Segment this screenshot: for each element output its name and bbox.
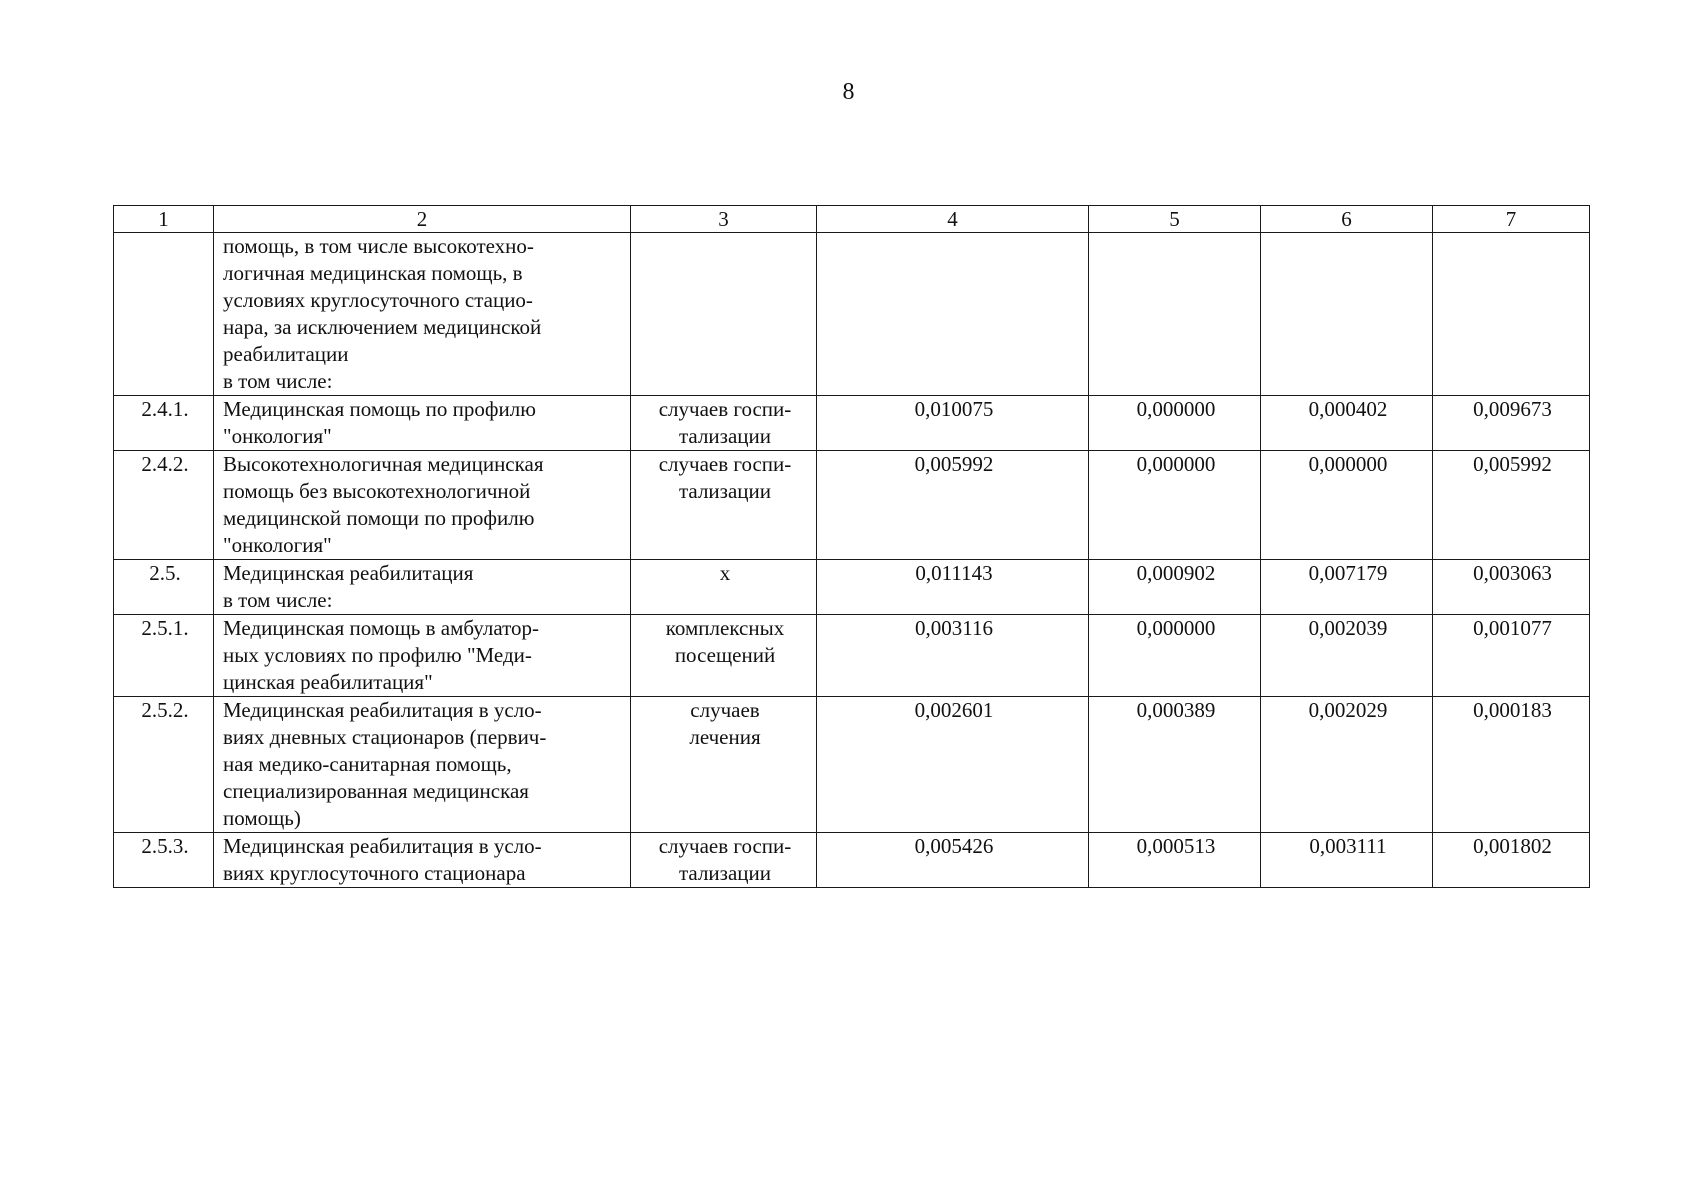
table-header — [114, 206, 1590, 233]
row-value-col-5: 0,000389 — [1089, 697, 1261, 833]
row-name-line: реабилитации — [223, 342, 349, 366]
row-name — [214, 233, 631, 396]
row-value-col-5 — [1089, 233, 1261, 396]
row-number: 2.5.1. — [114, 615, 214, 697]
row-value-col-4: 0,010075 — [817, 396, 1089, 451]
table-row — [114, 451, 1590, 560]
row-name-line: Высокотехнологичная медицинская — [223, 452, 544, 476]
row-value-col-4: 0,005992 — [817, 451, 1089, 560]
row-value-col-5: 0,000513 — [1089, 833, 1261, 888]
row-name-line: Медицинская реабилитация в усло- — [223, 834, 542, 858]
row-value-col-7: 0,003063 — [1433, 560, 1590, 615]
header-col-2: 2 — [214, 206, 631, 233]
row-name-line: условиях круглосуточного стацио- — [223, 288, 533, 312]
row-number: 2.5.3. — [114, 833, 214, 888]
row-value-col-7: 0,001077 — [1433, 615, 1590, 697]
row-unit-line: х — [719, 561, 731, 585]
row-name-line: цинская реабилитация" — [223, 670, 433, 694]
row-unit-line: лечения — [689, 725, 761, 749]
row-unit — [631, 615, 817, 697]
row-value-col-6: 0,000000 — [1261, 451, 1433, 560]
row-value-col-6: 0,000402 — [1261, 396, 1433, 451]
header-col-4: 4 — [817, 206, 1089, 233]
row-name-line: Медицинская помощь в амбулатор- — [223, 616, 540, 640]
row-name-line: помощь без высокотехнологичной — [223, 479, 531, 503]
row-value-col-4 — [817, 233, 1089, 396]
row-name-line: "онкология" — [223, 424, 332, 448]
row-name — [214, 451, 631, 560]
row-unit-line: случаев госпи- — [658, 834, 792, 858]
row-value-col-4: 0,005426 — [817, 833, 1089, 888]
row-name — [214, 615, 631, 697]
row-name-line: в том числе: — [223, 369, 333, 393]
row-unit-line: комплексных — [665, 616, 785, 640]
header-row — [114, 206, 1590, 233]
page-number: 8 — [842, 79, 855, 105]
row-value-col-4: 0,003116 — [817, 615, 1089, 697]
table-body — [114, 233, 1590, 888]
row-number: 2.4.2. — [114, 451, 214, 560]
row-value-col-4: 0,011143 — [817, 560, 1089, 615]
row-name-line: виях дневных стационаров (первич- — [223, 725, 547, 749]
row-value-col-6: 0,002039 — [1261, 615, 1433, 697]
row-name-line: ная медико-санитарная помощь, — [223, 752, 512, 776]
row-name-line: нара, за исключением медицинской — [223, 315, 542, 339]
row-name-line: логичная медицинская помощь, в — [223, 261, 523, 285]
row-number: 2.5.2. — [114, 697, 214, 833]
row-name-line: "онкология" — [223, 533, 332, 557]
row-name-line: медицинской помощи по профилю — [223, 506, 535, 530]
header-col-6: 6 — [1261, 206, 1433, 233]
row-unit — [631, 833, 817, 888]
row-name-line: в том числе: — [223, 588, 333, 612]
row-value-col-7: 0,001802 — [1433, 833, 1590, 888]
row-name-line: Медицинская реабилитация — [223, 561, 474, 585]
row-name-line: помощь) — [223, 806, 301, 830]
row-name — [214, 833, 631, 888]
table-row — [114, 396, 1590, 451]
header-col-7: 7 — [1433, 206, 1590, 233]
row-value-col-7: 0,000183 — [1433, 697, 1590, 833]
row-unit-line: случаев госпи- — [658, 452, 792, 476]
row-unit-line: случаев — [690, 698, 760, 722]
table-row — [114, 615, 1590, 697]
row-value-col-7: 0,005992 — [1433, 451, 1590, 560]
row-name-line: специализированная медицинская — [223, 779, 529, 803]
row-value-col-5: 0,000000 — [1089, 396, 1261, 451]
data-table — [113, 205, 1590, 888]
row-value-col-6 — [1261, 233, 1433, 396]
row-value-col-6: 0,003111 — [1261, 833, 1433, 888]
header-col-3: 3 — [631, 206, 817, 233]
row-unit — [631, 233, 817, 396]
row-name — [214, 560, 631, 615]
row-unit-line: тализации — [679, 861, 771, 885]
table-row — [114, 697, 1590, 833]
row-value-col-4: 0,002601 — [817, 697, 1089, 833]
row-unit — [631, 560, 817, 615]
row-unit — [631, 396, 817, 451]
row-unit-line: случаев госпи- — [658, 397, 792, 421]
row-value-col-5: 0,000902 — [1089, 560, 1261, 615]
row-number: 2.4.1. — [114, 396, 214, 451]
row-number — [114, 233, 214, 396]
row-name-line: виях круглосуточного стационара — [223, 861, 526, 885]
row-name — [214, 697, 631, 833]
header-col-1: 1 — [114, 206, 214, 233]
row-unit-line: тализации — [679, 479, 771, 503]
row-value-col-6: 0,007179 — [1261, 560, 1433, 615]
table-row — [114, 833, 1590, 888]
row-value-col-5: 0,000000 — [1089, 615, 1261, 697]
row-value-col-7 — [1433, 233, 1590, 396]
row-unit-line: посещений — [674, 643, 776, 667]
row-name-line: ных условиях по профилю "Меди- — [223, 643, 532, 667]
row-value-col-7: 0,009673 — [1433, 396, 1590, 451]
row-unit-line: тализации — [679, 424, 771, 448]
row-value-col-5: 0,000000 — [1089, 451, 1261, 560]
row-unit — [631, 451, 817, 560]
row-name — [214, 396, 631, 451]
table-row — [114, 560, 1590, 615]
row-value-col-6: 0,002029 — [1261, 697, 1433, 833]
header-col-5: 5 — [1089, 206, 1261, 233]
table-row — [114, 233, 1590, 396]
row-number: 2.5. — [114, 560, 214, 615]
row-unit — [631, 697, 817, 833]
row-name-line: помощь, в том числе высокотехно- — [223, 234, 534, 258]
row-name-line: Медицинская помощь по профилю — [223, 397, 536, 421]
row-name-line: Медицинская реабилитация в усло- — [223, 698, 542, 722]
